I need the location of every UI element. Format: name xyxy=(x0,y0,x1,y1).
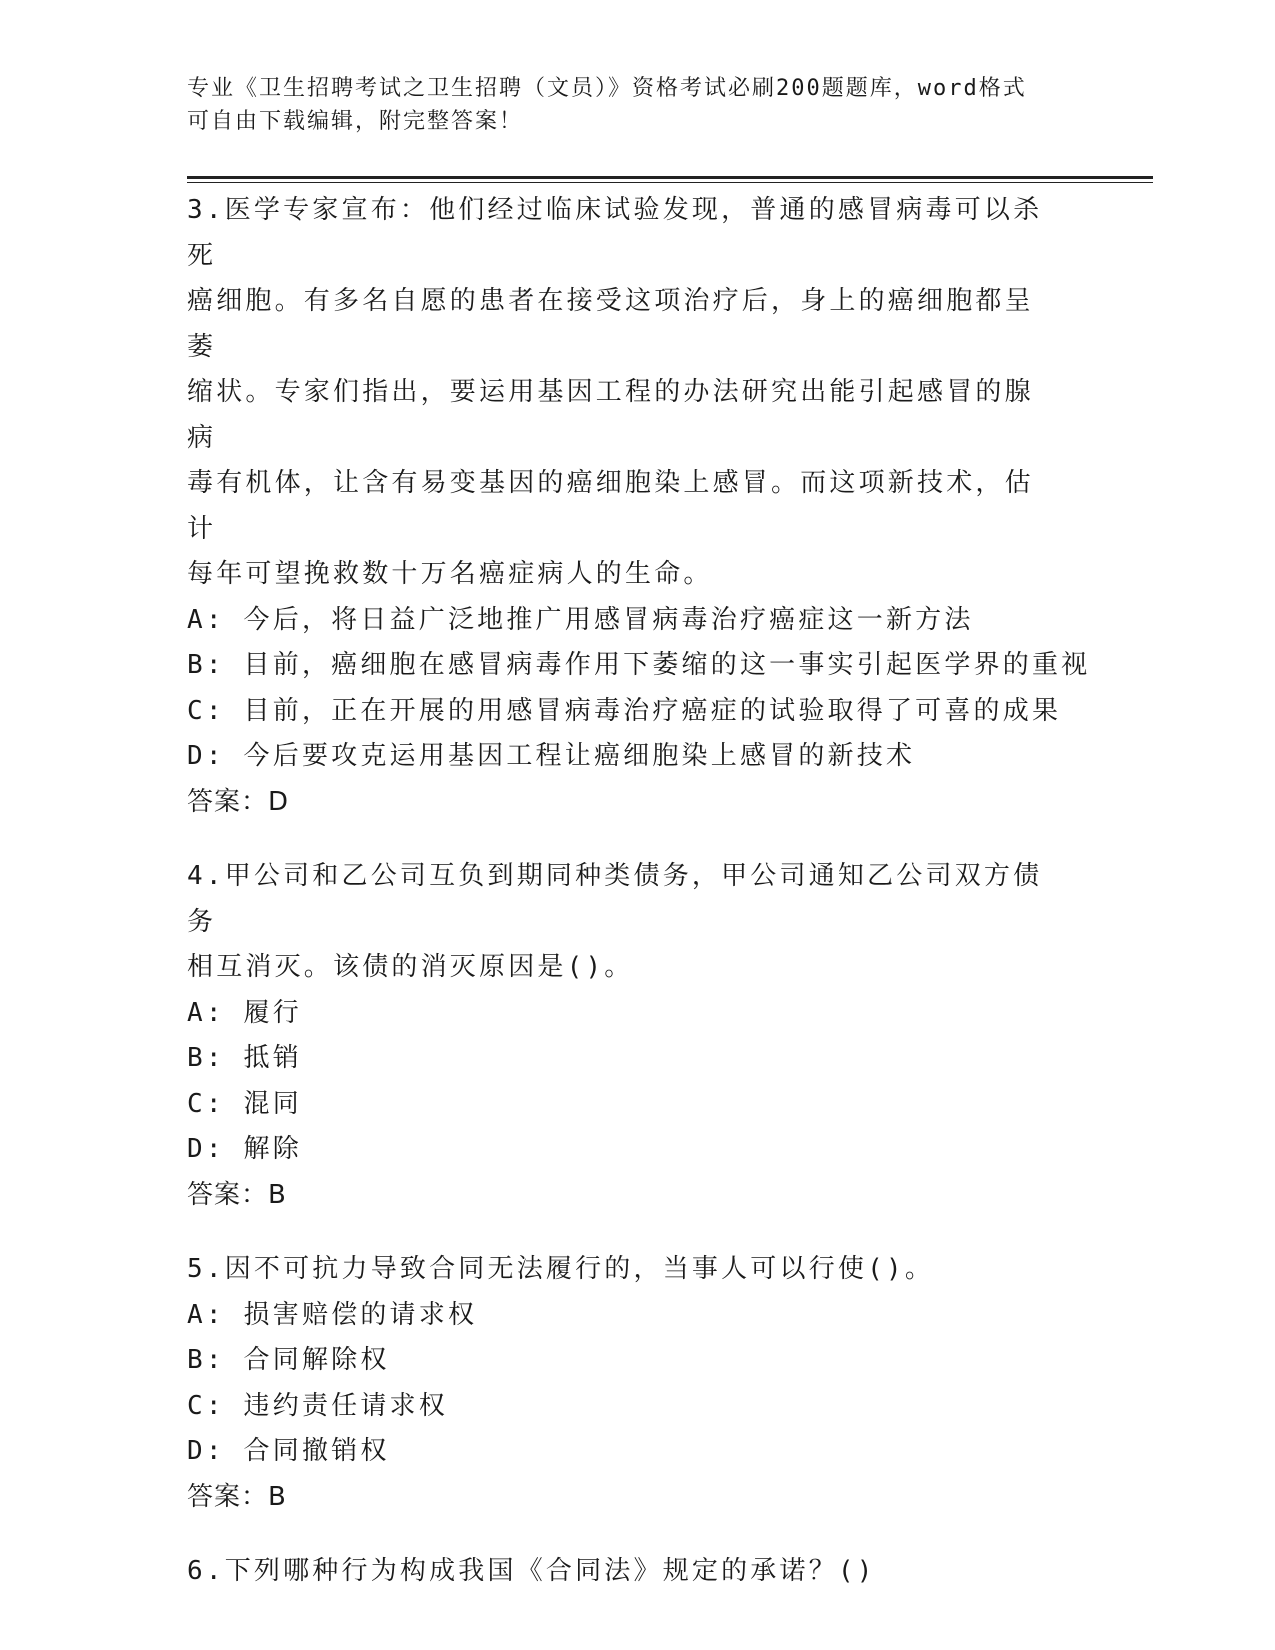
question-6 xyxy=(187,1549,1153,1595)
question-stem xyxy=(187,188,1047,598)
answer: 答案：D xyxy=(187,786,290,817)
option-d: D: 解除 xyxy=(187,1134,302,1164)
header-line-1: 专业《卫生招聘考试之卫生招聘（文员）》资格考试必刷200题题库，word格式 xyxy=(187,76,1027,101)
question-stem xyxy=(187,1247,1047,1293)
stem-line: 6.下列哪种行为构成我国《合同法》规定的承诺？() xyxy=(187,1556,876,1586)
option-b: B: 抵销 xyxy=(187,1043,302,1073)
question-stem xyxy=(187,854,1047,991)
answer: 答案：B xyxy=(187,1481,287,1512)
question-4 xyxy=(187,854,1153,1218)
option-b: B: 目前，癌细胞在感冒病毒作用下萎缩的这一事实引起医学界的重视 xyxy=(187,650,1091,680)
question-3 xyxy=(187,188,1153,825)
document-header xyxy=(187,72,1087,138)
header-rule-thin xyxy=(187,182,1153,183)
stem-line: 相互消灭。该债的消灭原因是()。 xyxy=(187,952,634,982)
stem-line: 5.因不可抗力导致合同无法履行的，当事人可以行使()。 xyxy=(187,1254,935,1284)
stem-line: 缩状。专家们指出，要运用基因工程的办法研究出能引起感冒的腺病 xyxy=(187,377,1034,453)
option-c: C: 违约责任请求权 xyxy=(187,1390,448,1421)
question-list xyxy=(187,188,1153,1595)
stem-line: 癌细胞。有多名自愿的患者在接受这项治疗后，身上的癌细胞都呈萎 xyxy=(187,286,1034,362)
question-5 xyxy=(187,1247,1153,1520)
option-a: A: 损害赔偿的请求权 xyxy=(187,1299,478,1330)
option-d: D: 合同撤销权 xyxy=(187,1436,390,1466)
answer: 答案：B xyxy=(187,1179,287,1210)
stem-line: 毒有机体，让含有易变基因的癌细胞染上感冒。而这项新技术，估计 xyxy=(187,468,1034,544)
question-stem xyxy=(187,1549,1047,1595)
option-d: D: 今后要攻克运用基因工程让癌细胞染上感冒的新技术 xyxy=(187,741,916,771)
option-b: B: 合同解除权 xyxy=(187,1345,390,1375)
header-rule-thick xyxy=(187,176,1153,179)
option-a: A: 今后，将日益广泛地推广用感冒病毒治疗癌症这一新方法 xyxy=(187,604,974,635)
option-c: C: 混同 xyxy=(187,1088,302,1119)
stem-line: 每年可望挽救数十万名癌症病人的生命。 xyxy=(187,559,713,589)
option-a: A: 履行 xyxy=(187,997,302,1028)
option-c: C: 目前，正在开展的用感冒病毒治疗癌症的试验取得了可喜的成果 xyxy=(187,695,1062,726)
stem-line: 4.甲公司和乙公司互负到期同种类债务，甲公司通知乙公司双方债务 xyxy=(187,861,1043,937)
header-line-2: 可自由下载编辑，附完整答案！ xyxy=(187,109,524,134)
stem-line: 3.医学专家宣布：他们经过临床试验发现，普通的感冒病毒可以杀死 xyxy=(187,195,1043,271)
